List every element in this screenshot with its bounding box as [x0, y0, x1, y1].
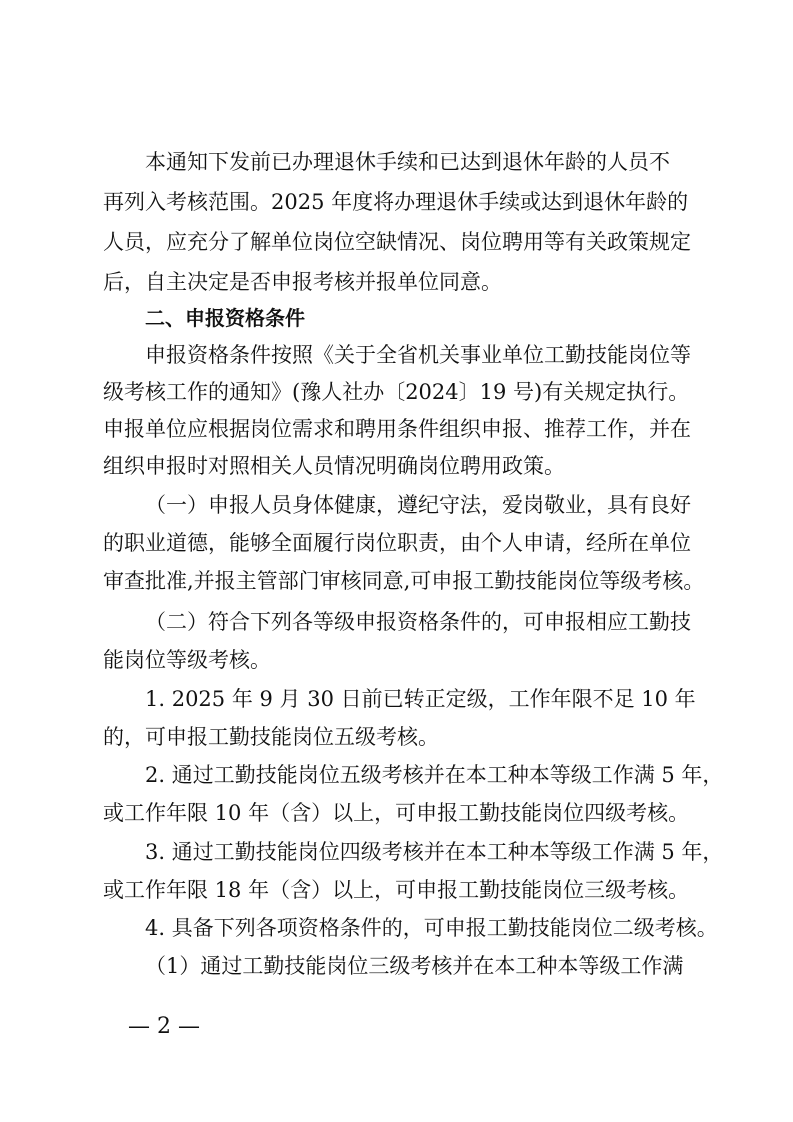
- paragraph-line: 审查批准,并报主管部门审核同意,可申报工勤技能岗位等级考核。: [103, 569, 705, 593]
- paragraph-line: 能岗位等级考核。: [103, 648, 271, 672]
- list-item: （1）通过工勤技能岗位三级考核并在本工种本等级工作满: [145, 954, 684, 978]
- page-number: — 2 —: [128, 1014, 200, 1039]
- list-item: 或工作年限 18 年（含）以上，可申报工勤技能岗位三级考核。: [103, 878, 690, 902]
- paragraph-line: 的职业道德，能够全面履行岗位职责，由个人申请，经所在单位: [103, 531, 691, 555]
- paragraph-line: （二）符合下列各等级申报资格条件的，可申报相应工勤技: [145, 610, 691, 634]
- section-heading: 二、申报资格条件: [145, 306, 305, 330]
- list-item: 的，可申报工勤技能岗位五级考核。: [103, 725, 439, 749]
- paragraph-line: （一）申报人员身体健康，遵纪守法，爱岗敬业，具有良好: [145, 493, 691, 517]
- list-item: 3. 通过工勤技能岗位四级考核并在本工种本等级工作满 5 年，: [145, 840, 724, 864]
- list-item: 1. 2025 年 9 月 30 日前已转正定级，工作年限不足 10 年: [145, 687, 696, 711]
- list-item: 2. 通过工勤技能岗位五级考核并在本工种本等级工作满 5 年，: [145, 763, 724, 787]
- paragraph-line: 本通知下发前已办理退休手续和已达到退休年龄的人员不: [145, 150, 670, 174]
- list-item: 4. 具备下列各项资格条件的，可申报工勤技能岗位二级考核。: [145, 916, 718, 940]
- paragraph-line: 再列入考核范围。2025 年度将办理退休手续或达到退休年龄的: [103, 190, 689, 214]
- paragraph-line: 后，自主决定是否申报考核并报单位同意。: [103, 270, 502, 294]
- paragraph-line: 组织申报时对照相关人员情况明确岗位聘用政策。: [103, 454, 565, 478]
- paragraph-line: 人员，应充分了解单位岗位空缺情况、岗位聘用等有关政策规定: [103, 230, 691, 254]
- list-item: 或工作年限 10 年（含）以上，可申报工勤技能岗位四级考核。: [103, 801, 690, 825]
- paragraph-line: 级考核工作的通知》(豫人社办〔2024〕19 号)有关规定执行。: [103, 380, 690, 404]
- paragraph-line: 申报资格条件按照《关于全省机关事业单位工勤技能岗位等: [145, 343, 691, 367]
- paragraph-line: 申报单位应根据岗位需求和聘用条件组织申报、推荐工作，并在: [103, 417, 691, 441]
